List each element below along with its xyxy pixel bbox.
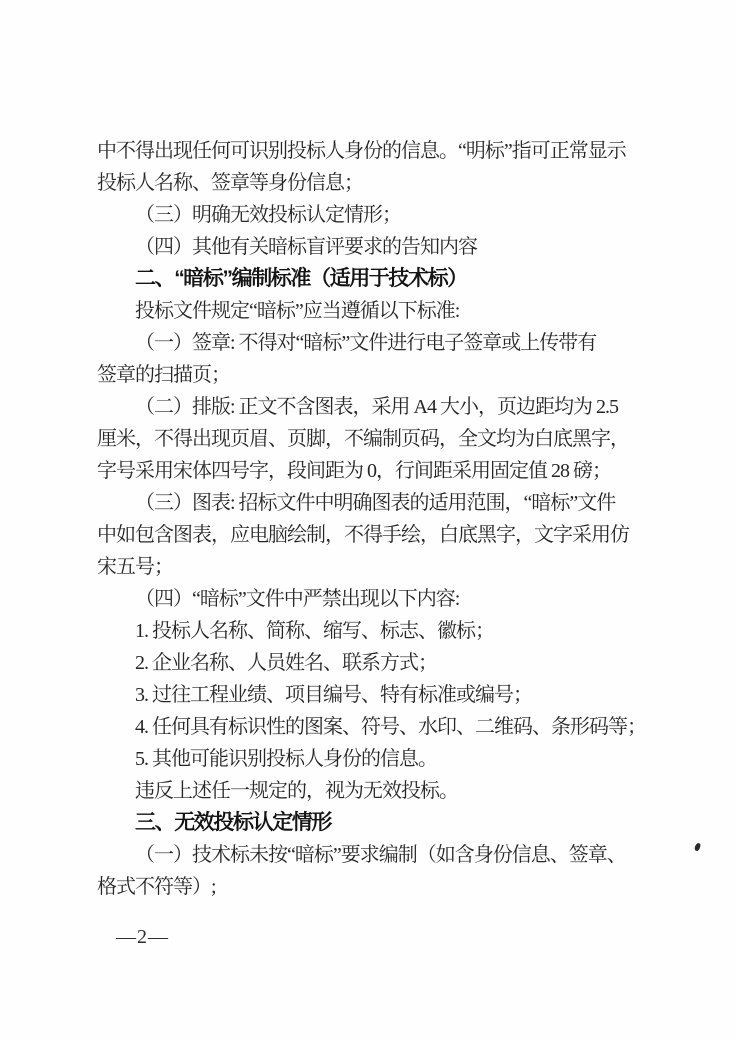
page-number: —2— [116, 926, 169, 948]
text-line: （一）技术标未按“暗标”要求编制（如含身份信息、签章、 [135, 844, 626, 866]
list-item: 4. 任何具有标识性的图案、符号、水印、二维码、条形码等； [135, 716, 646, 738]
text-line: 签章的扫描页； [97, 364, 230, 386]
section-heading: 三、无效投标认定情形 [135, 811, 331, 834]
text-line: 投标人名称、签章等身份信息； [97, 172, 363, 194]
text-line: （三）明确无效投标认定情形； [135, 204, 401, 226]
list-item: 1. 投标人名称、简称、缩写、标志、徽标； [135, 620, 494, 642]
text-line: 厘米，不得出现页眉、页脚，不编制页码，全文均为白底黑字， [97, 428, 629, 450]
text-line: （四）“暗标”文件中严禁出现以下内容: [135, 588, 460, 610]
list-item: 2. 企业名称、人员姓名、联系方式； [135, 652, 437, 674]
text-line: 违反上述任一规定的，视为无效投标。 [135, 780, 458, 802]
text-line: 中如包含图表，应电脑绘制，不得手绘，白底黑字，文字采用仿 [97, 524, 629, 546]
text-line: 格式不符等）; [97, 876, 216, 898]
ink-speck [694, 842, 701, 851]
document-body [97, 135, 657, 903]
text-line: （三）图表: 招标文件中明确图表的适用范围，“暗标”文件 [135, 492, 616, 514]
text-line: （四）其他有关暗标盲评要求的告知内容 [135, 236, 477, 258]
text-line: （二）排版: 正文不含图表，采用 A4 大小，页边距均为 2.5 [135, 396, 618, 418]
text-line: 投标文件规定“暗标”应当遵循以下标准: [135, 300, 460, 322]
text-line: 宋五号； [97, 556, 173, 578]
list-item: 3. 过往工程业绩、项目编号、特有标准或编号； [135, 684, 532, 706]
text-line: 字号采用宋体四号字，段间距为 0，行间距采用固定值 28 磅； [97, 460, 611, 482]
list-item: 5. 其他可能识别投标人身份的信息。 [135, 748, 437, 770]
text-line: 中不得出现任何可识别投标人身份的信息。“明标”指可正常显示 [97, 140, 626, 162]
section-heading: 二、“暗标”编制标准（适用于技术标） [135, 267, 467, 290]
text-line: （一）签章: 不得对“暗标”文件进行电子签章或上传带有 [135, 332, 597, 354]
